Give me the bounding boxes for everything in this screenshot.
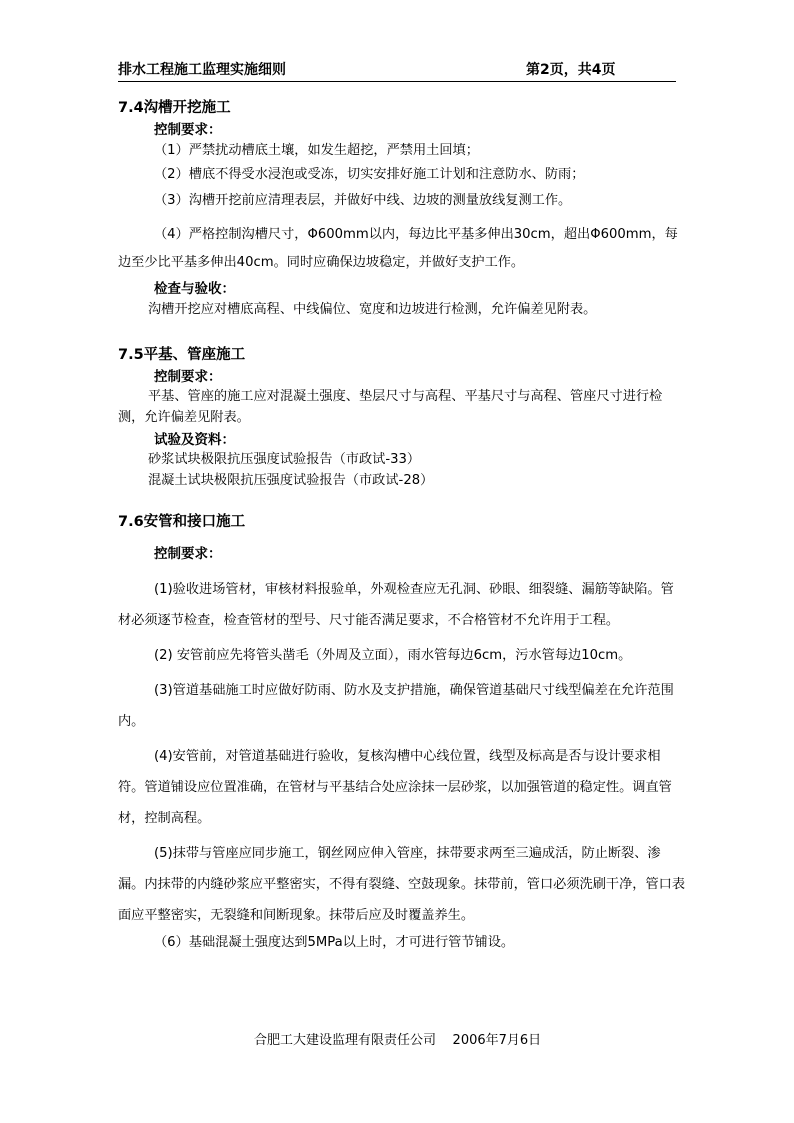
section-7-4-item-4: （4）严格控制沟槽尺寸，Φ600mm以内，每边比平基多伸出30cm，超出Φ600mm，每边至少比平基多伸出40cm。同时应确保边坡稳定，并做好支护工作。 — [118, 227, 678, 270]
section-7-5-test-label: 试验及资料： — [154, 432, 235, 448]
section-7-6-item-5: (5)抹带与管座应同步施工，钢丝网应伸入管座，抹带要求两至三遍成活，防止断裂、渗漏。内抹带的内缝砂浆应平整密实，不得有裂缝、空鼓现象。抹带前，管口必须洗刷干净，管口表面应平整密实，无裂缝和间断现象。抹带后应及时覆盖养生。 — [118, 846, 686, 923]
section-7-5-control-text: 平基、管座的施工应对混凝土强度、垫层尺寸与高程、平基尺寸与高程、管座尺寸进行检测，允许偏差见附表。 — [118, 389, 663, 425]
section-7-6-item-1: (1)验收进场管材，审核材料报验单，外观检查应无孔洞、砂眼、细裂缝、漏筋等缺陷。管材必须逐节检查，检查管材的型号、尺寸能否满足要求，不合格管材不允许用于工程。 — [118, 582, 674, 628]
section-7-6-control-label: 控制要求： — [154, 546, 222, 562]
section-7-6-item-3: (3)管道基础施工时应做好防雨、防水及支护措施，确保管道基础尺寸线型偏差在允许范围内。 — [118, 683, 674, 729]
section-7-5-test-2: 混凝土试块极限抗压强度试验报告（市政试-28） — [148, 473, 434, 488]
section-7-6-item-2: (2) 安管前应先将管头凿毛（外周及立面），雨水管每边6cm，污水管每边10cm。 — [154, 648, 632, 663]
section-7-4-item-1: （1）严禁扰动槽底土壤，如发生超挖，严禁用土回填； — [154, 143, 479, 158]
section-7-6-item-4: (4)安管前，对管道基础进行验收，复核沟槽中心线位置，线型及标高是否与设计要求相符。管道铺设应位置准确，在管材与平基结合处应涂抹一层砂浆，以加强管道的稳定性。调直管材，控制高程。 — [118, 749, 672, 826]
section-7-5-control-label: 控制要求： — [154, 369, 222, 385]
section-7-4-check-text: 沟槽开挖应对槽底高程、中线偏位、宽度和边坡进行检测，允许偏差见附表。 — [148, 302, 597, 317]
section-7-4-check-label: 检查与验收： — [154, 281, 235, 297]
section-7-5-title: 7.5平基、管座施工 — [118, 347, 246, 363]
page-footer — [254, 1029, 541, 1048]
section-7-6-item-6: （6）基础混凝土强度达到5MPa以上时，才可进行管节铺设。 — [154, 935, 515, 950]
section-7-5-test-1: 砂浆试块极限抗压强度试验报告（市政试-33） — [148, 452, 421, 467]
footer-company: 合肥工大建设监理有限责任公司 — [254, 1033, 437, 1048]
section-7-4-item-3: （3）沟槽开挖前应清理表层，并做好中线、边坡的测量放线复测工作。 — [154, 193, 572, 208]
footer-date: 2006年7月6日 — [452, 1033, 542, 1048]
page-header — [118, 59, 676, 81]
section-7-4-title: 7.4沟槽开挖施工 — [118, 100, 231, 116]
page-number: 第2页，共4页 — [526, 62, 616, 78]
document-title: 排水工程施工监理实施细则 — [118, 62, 286, 78]
section-7-4-control-label: 控制要求： — [154, 122, 222, 138]
header-rule — [118, 81, 676, 82]
page-content — [118, 94, 686, 955]
section-7-6-title: 7.6安管和接口施工 — [118, 514, 246, 530]
section-7-4-item-2: （2）槽底不得受水浸泡或受冻，切实安排好施工计划和注意防水、防雨； — [154, 167, 585, 182]
